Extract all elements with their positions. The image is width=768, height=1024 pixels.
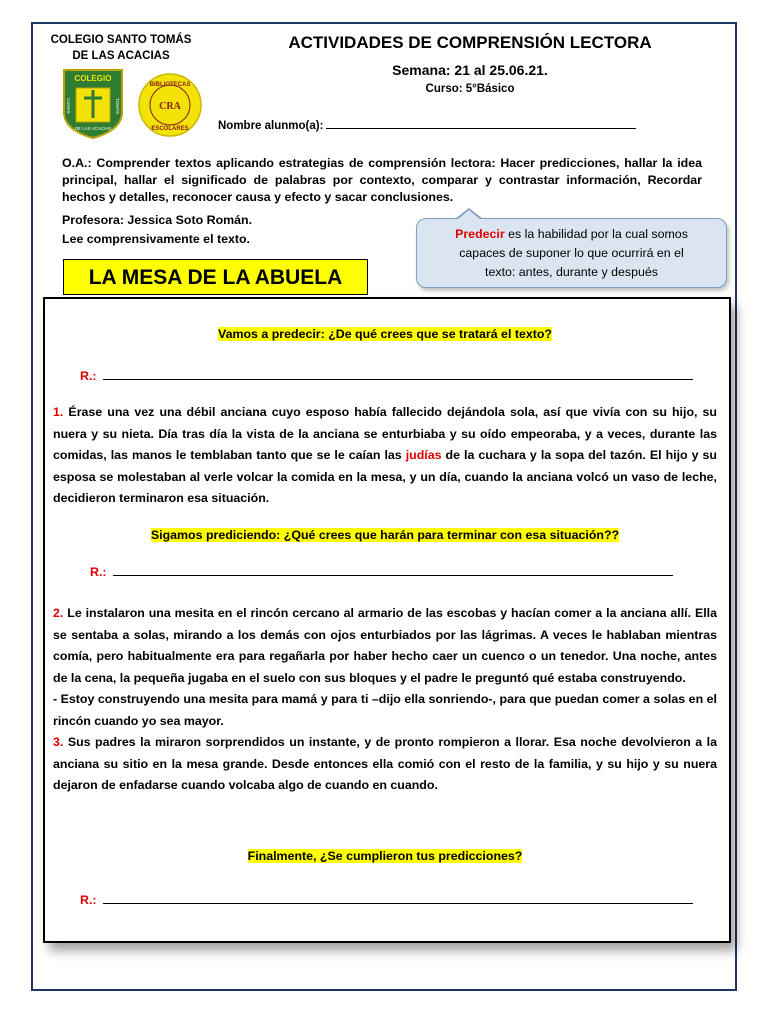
cra-logo [137,72,203,138]
shield-top-text: COLEGIO [74,74,112,83]
reading-instruction: Lee comprensivamente el texto. [62,232,250,246]
cra-top-text: BIBLIOTECAS [149,82,191,88]
bubble-tail-inner [457,210,481,220]
school-name-line1: COLEGIO SANTO TOMÁS [50,34,192,46]
student-name-field[interactable] [326,118,636,129]
response-line-2 [90,565,673,579]
paragraph-2-body [53,603,717,689]
paragraph-2-dialog: - Estoy construyendo una mesita para mamá y para ti –dijo ella sonriendo-, para que puedan comer a solas en el rincón cuando yo sea mayor. [53,692,717,728]
paragraph-2-text: Le instalaron una mesita en el rincón cercano al armario de las escobas y hacían comer a la anciana allí. Ella se sentaba a solas, mirando a los demás con ojos enturbiados por las lágrimas. A veces le hablaban mientras comía, pero habitualmente era para regañarla por haber hecho caer un cuenco o un tenedor. Una noche, antes de la cena, la pequeña jugaba en el suelo con sus bloques y el padre le preguntó qué estaba construyendo. [53,606,717,685]
paragraph-2-number: 2. [53,606,64,620]
response-label-3: R.: [80,893,97,907]
response-label-2: R.: [90,565,107,579]
response-field-3[interactable] [103,893,693,904]
paragraph-3-text: Sus padres la miraron sorprendidos un instante, y de pronto rompieron a llorar. Esa noche devolvieron a la anciana su sitio en la mesa grande. Desde entonces ella comió con el resto de la familia, y su hijo y su nuera dejaron de enfadarse cuando volcaba algo de cuando en cuando. [53,735,717,792]
paragraph-1-text-a: Érase una vez una débil anciana cuyo esposo había fallecido dejándola sola, así que vivía con su hijo, su nuera y su nieta. Día tras día la vista de la anciana se enturbiaba y su oído empeoraba, y a veces, durante las comidas, las manos le temblaban tanto que se le caían las [53,405,717,462]
paragraph-1-number: 1. [53,405,64,419]
bubble-line1-rest: es la habilidad por la cual somos [504,227,688,241]
bubble-keyword: Predecir [455,227,505,241]
prediction-question-1-text: Vamos a predecir: ¿De qué crees que se tratará el texto? [218,327,552,341]
predict-definition-bubble [416,218,727,288]
cra-bottom-text: ESCOLARES [151,126,189,132]
prediction-question-3 [53,849,717,863]
school-shield-logo [62,68,124,140]
story-title: LA MESA DE LA ABUELA [63,259,368,295]
shield-left-text: SANTO [66,98,71,114]
bubble-line1 [417,225,726,244]
paragraph-1 [53,402,717,510]
prediction-question-2 [53,528,717,542]
course-label: Curso: 5°Básico [425,83,515,95]
learning-objective: O.A.: Comprender textos aplicando estrategias de comprensión lectora: Hacer predicciones, hallar la idea principal, hallar el significado de palabras por contexto, comparar y contrastar información, Recordar hechos y detalles, reconocer causa y efecto y sacar conclusiones. [62,156,702,204]
bubble-line2: capaces de suponer lo que ocurrirá en el [459,246,684,260]
paragraph-1-keyword: judías [405,448,442,462]
student-name-row [218,118,636,132]
paragraph-3-body [53,732,717,797]
cra-center-text: CRA [159,101,181,112]
prediction-question-1 [53,327,717,341]
response-line-3 [80,893,693,907]
prediction-question-2-text: Sigamos prediciendo: ¿Qué crees que harán para terminar con esa situación?? [150,528,620,542]
school-name-line2: DE LAS ACACIAS [72,50,170,62]
page-title: ACTIVIDADES DE COMPRENSIÓN LECTORA [288,33,652,52]
response-label-1: R.: [80,369,97,383]
prediction-question-3-text: Finalmente, ¿Se cumplieron tus predicciones? [247,849,523,863]
school-name [40,32,202,64]
bubble-line3: texto: antes, durante y después [485,265,658,279]
response-field-1[interactable] [103,369,693,380]
shield-right-text: TOMÁS [115,98,120,114]
paragraph-1-text-b: de la cuchara y la sopa del tazón. El hijo y su esposa se molestaban al verle volcar la comida en la mesa, y un día, cuando la anciana volcó un vaso de leche, decidieron terminaron esa situación. [53,448,717,505]
paragraph-3-number: 3. [53,735,64,749]
student-name-label: Nombre alunmo(a): [218,120,324,132]
shield-bottom-text: DE LAS ACACIAS [74,126,112,131]
response-line-1 [80,369,693,383]
week-label: Semana: 21 al 25.06.21. [392,62,548,78]
paragraph-2 [53,603,717,797]
response-field-2[interactable] [113,565,673,576]
teacher-name: Profesora: Jessica Soto Román. [62,213,253,227]
